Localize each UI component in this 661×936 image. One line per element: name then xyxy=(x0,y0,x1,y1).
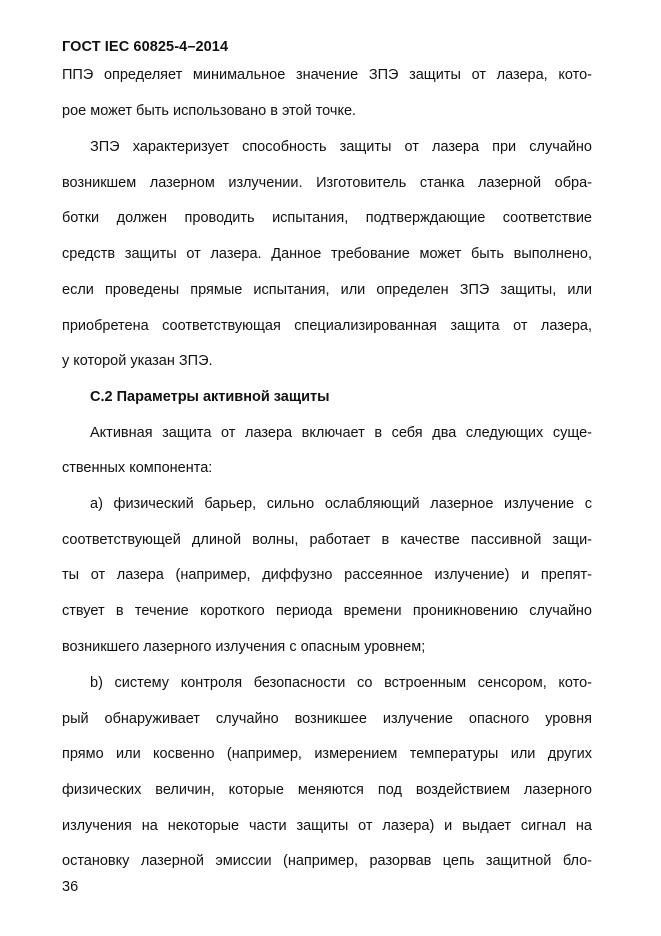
text-line: ЗПЭ характеризует способность защиты от лазера при случайно xyxy=(90,139,592,155)
text-line: излучения на некоторые части защиты от лазера) и выдает сигнал на xyxy=(62,818,592,834)
section-heading: C.2 Параметры активной защиты xyxy=(90,389,330,405)
text-line: физических величин, которые меняются под воздействием лазерного xyxy=(62,782,592,798)
text-line: b) систему контроля безопасности со встроенным сенсором, кото- xyxy=(90,675,592,691)
text-line: средств защиты от лазера. Данное требование может быть выполнено, xyxy=(62,246,592,262)
text-line: рый обнаруживает случайно возникшее излучение опасного уровня xyxy=(62,711,592,727)
standard-header: ГОСТ IEC 60825-4–2014 xyxy=(62,39,229,55)
text-line: остановку лазерной эмиссии (например, разорвав цепь защитной бло- xyxy=(62,853,592,869)
text-line: ствует в течение короткого периода времени проникновению случайно xyxy=(62,603,592,619)
text-line: ты от лазера (например, диффузно рассеянное излучение) и препят- xyxy=(62,567,592,583)
text-line: a) физический барьер, сильно ослабляющий лазерное излучение с xyxy=(90,496,592,512)
text-line: приобретена соответствующая специализированная защита от лазера, xyxy=(62,318,592,334)
page-number: 36 xyxy=(62,879,79,895)
text-line: у которой указан ЗПЭ. xyxy=(62,353,213,369)
text-line: возникшего лазерного излучения с опасным уровнем; xyxy=(62,639,426,655)
text-line: возникшем лазерном излучении. Изготовитель станка лазерной обра- xyxy=(62,175,592,191)
text-line: Активная защита от лазера включает в себя два следующих суще- xyxy=(90,425,592,441)
text-line: соответствующей длиной волны, работает в качестве пассивной защи- xyxy=(62,532,592,548)
text-line: ППЭ определяет минимальное значение ЗПЭ защиты от лазера, кото- xyxy=(62,67,592,83)
text-line: если проведены прямые испытания, или определен ЗПЭ защиты, или xyxy=(62,282,592,298)
text-line: ботки должен проводить испытания, подтверждающие соответствие xyxy=(62,210,592,226)
text-line: ственных компонента: xyxy=(62,460,213,476)
text-line: прямо или косвенно (например, измерением температуры или других xyxy=(62,746,592,762)
text-line: рое может быть использовано в этой точке. xyxy=(62,103,357,119)
